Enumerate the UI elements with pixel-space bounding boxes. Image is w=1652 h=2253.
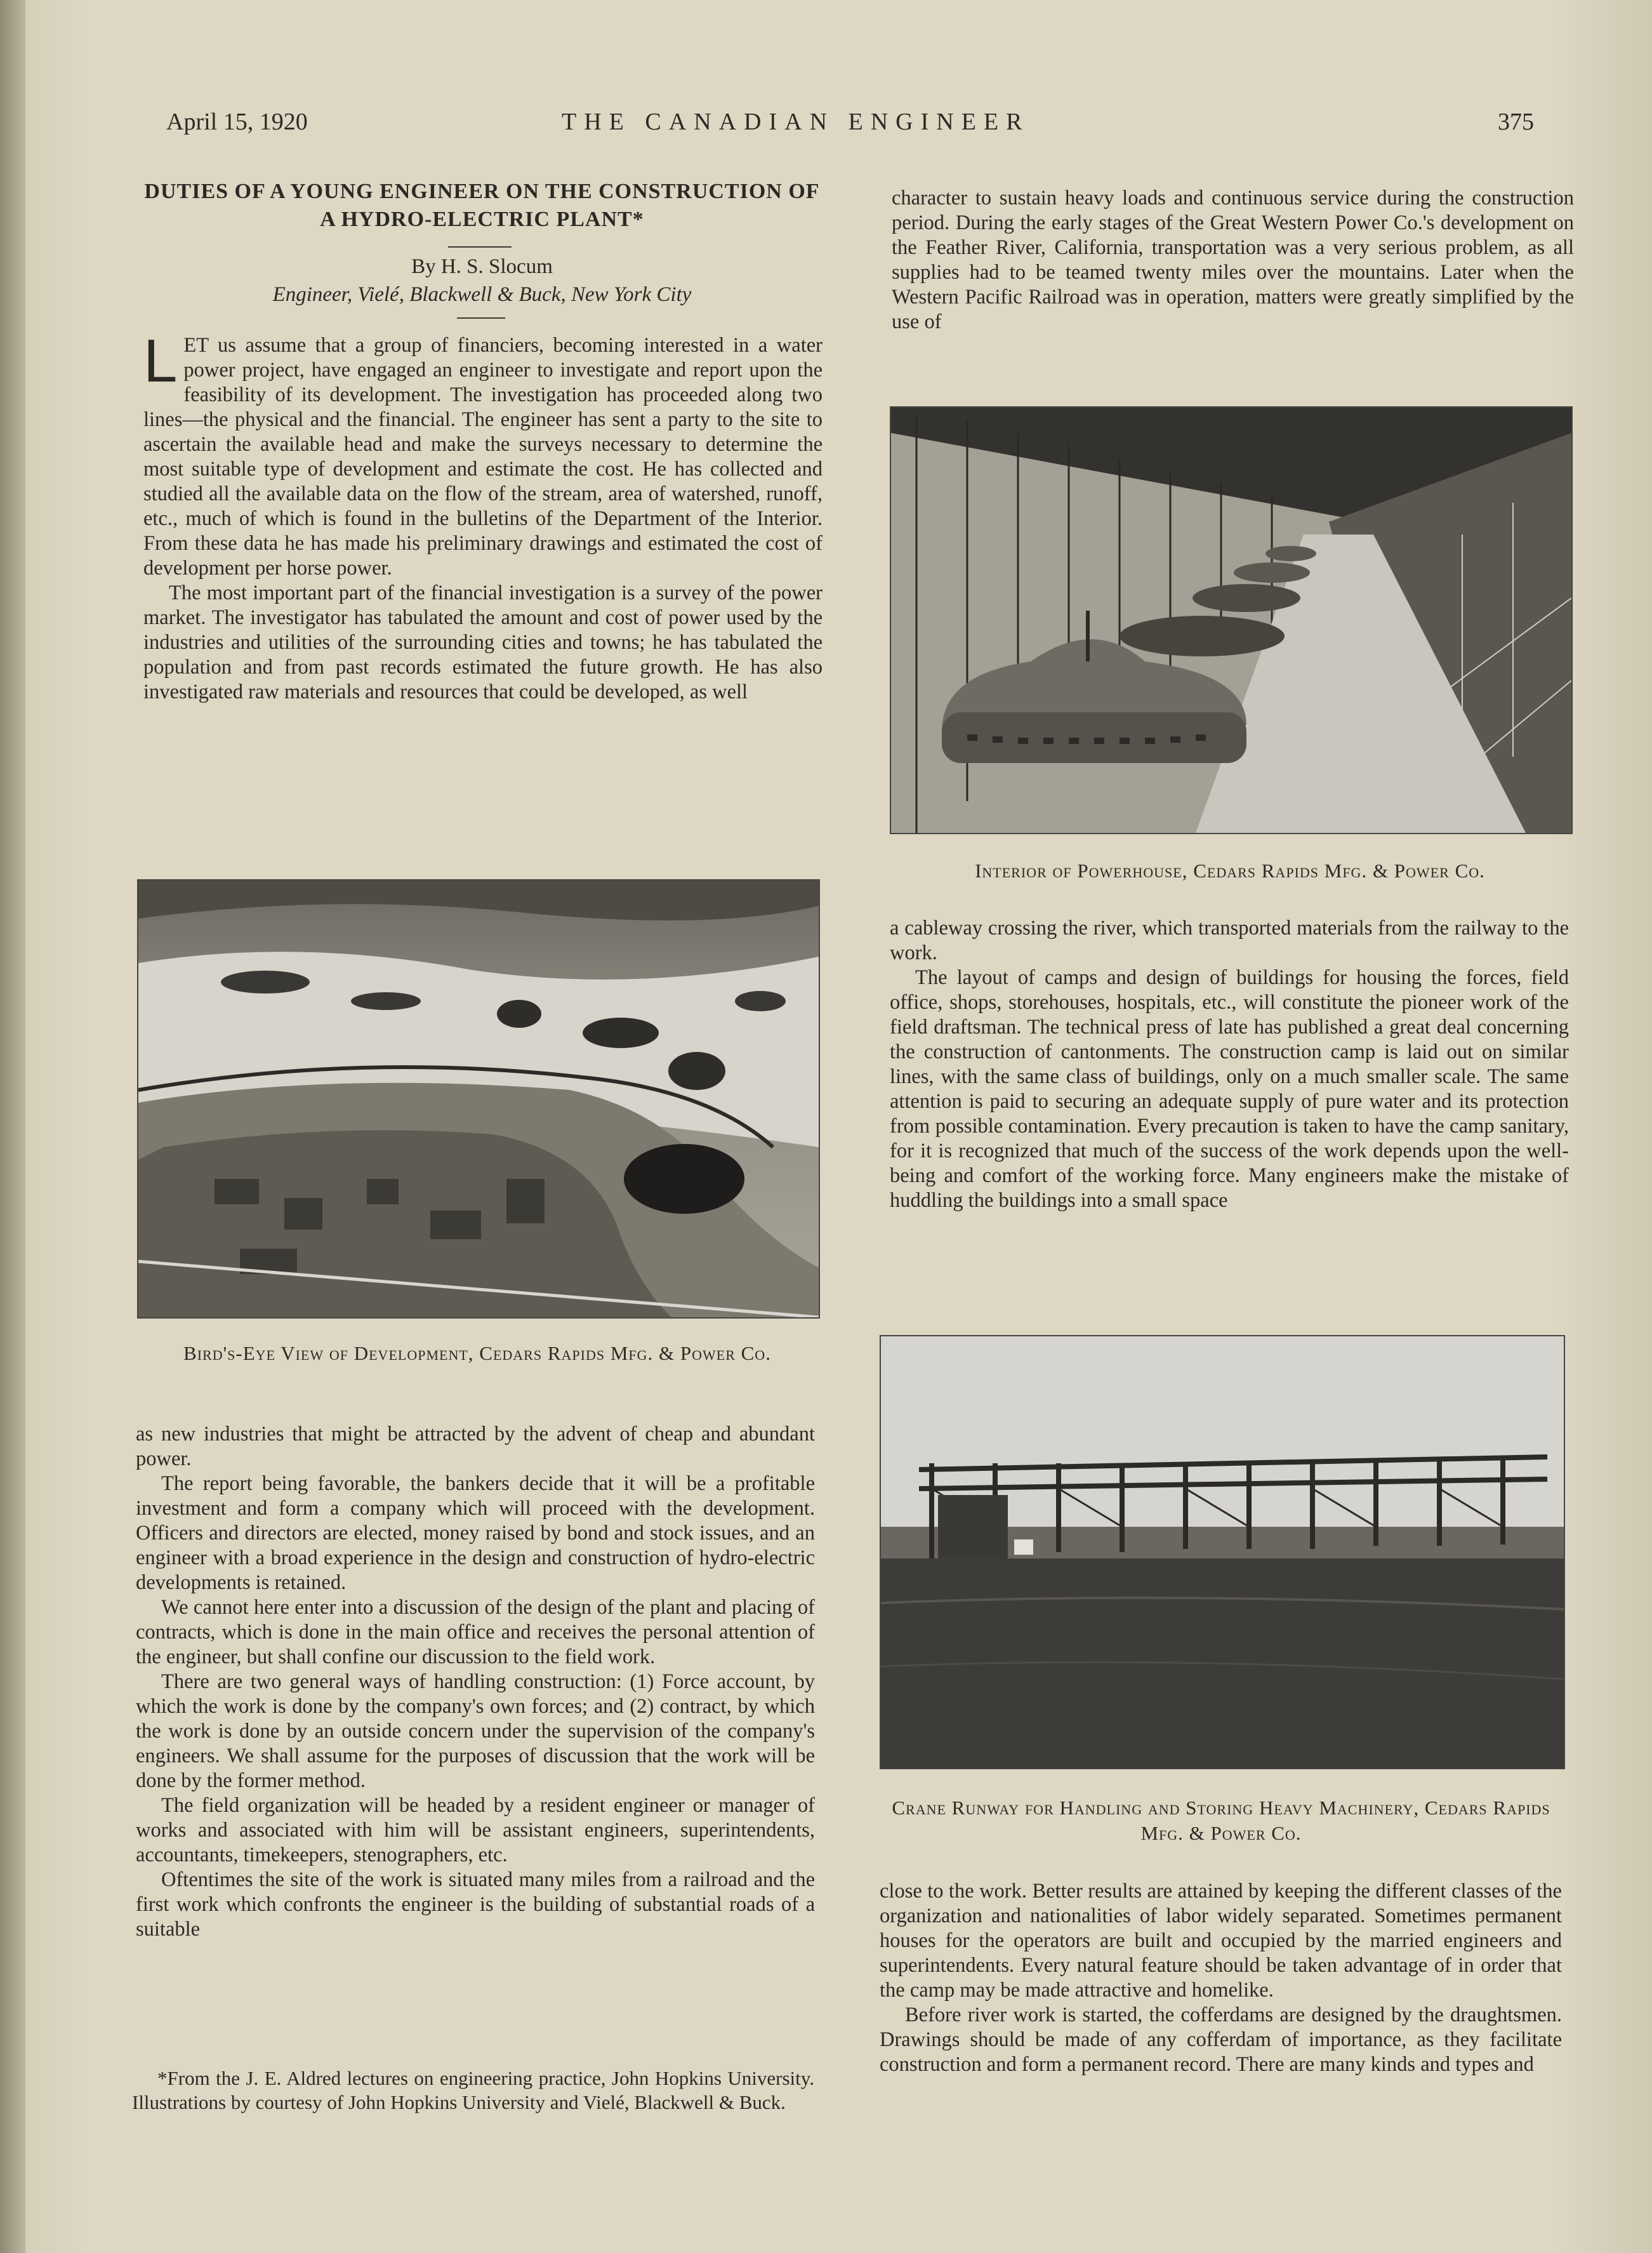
paragraph: The layout of camps and design of buildings for housing the forces, field office, shops, storehouses, hospitals, etc., will constitute the pioneer work of the field draftsman. The technical press of late has published a great deal concerning the construction of cantonments. The construction camp is laid out on similar lines, with the same class of buildings, only on a much smaller scale. The same attention is paid to securing an adequate supply of pure water and its protection from possible contamination. Every precaution is taken to have the camp sanitary, for it is recognized that much of the success of the work depends upon the well-being and comfort of the working force. Many engineers make the mistake of huddling the buildings into a small space: [890, 966, 1569, 1212]
right-column-bottom-text: [880, 1879, 1562, 2077]
byline-rule: [457, 317, 505, 319]
crane-runway-photo-illustration: [881, 1336, 1564, 1768]
article-title: DUTIES OF A YOUNG ENGINEER ON THE CONSTRUCTION OF A HYDRO-ELECTRIC PLANT*: [144, 180, 820, 231]
paragraph: close to the work. Better results are attained by keeping the different classes of the organization and nationalities of labor widely separated. Sometimes permanent houses for the operators are built and occupied by the married engineers and superintendents. Every natural feature should be taken advantage of in order that the camp may be made attractive and homelike.: [880, 1880, 1562, 2002]
left-column-bottom-text: [136, 1422, 815, 1942]
right-column-top-text: [892, 186, 1574, 335]
caption-powerhouse: Interior of Powerhouse, Cedars Rapids Mfg. & Power Co.: [975, 860, 1485, 882]
paragraph: The field organization will be headed by a resident engineer or manager of works and associated with him will be assistant engineers, superintendents, accountants, timekeepers, stenographers, etc.: [136, 1794, 815, 1866]
powerhouse-photo-illustration: [891, 408, 1571, 833]
crane-runway-photo: [880, 1335, 1565, 1769]
paragraph: Oftentimes the site of the work is situated many miles from a railroad and the first work which confronts the engineer is the building of substantial roads of a suitable: [136, 1868, 815, 1941]
paragraph: a cableway crossing the river, which transported materials from the railway to the work.: [890, 917, 1569, 964]
paragraph: We cannot here enter into a discussion of the design of the plant and placing of contracts, which is done in the main office and receives the personal attention of the engineer, but shall confine our discussion to the field work.: [136, 1596, 815, 1668]
drop-cap: L: [143, 327, 178, 395]
article-byline: By H. S. Slocum: [411, 255, 553, 278]
paragraph: character to sustain heavy loads and continuous service during the construction period. During the early stages of the Great Western Power Co.'s development on the Feather River, California, transportation was a very serious problem, as all supplies had to be teamed twenty miles over the mountains. Later when the Western Pacific Railroad was in operation, matters were greatly simplified by the use of: [892, 187, 1574, 333]
paragraph: as new industries that might be attracted by the advent of cheap and abundant power.: [136, 1423, 815, 1470]
header-journal-title: THE CANADIAN ENGINEER: [562, 109, 1030, 135]
header-page-number: 375: [1498, 109, 1534, 135]
article-affiliation: Engineer, Vielé, Blackwell & Buck, New York City: [272, 283, 692, 306]
lead-paragraph: LET us assume that a group of financiers, becoming interested in a water power project, have engaged an engineer to investigate and report upon the feasibility of its development. The investigation has proceeded along two lines—the physical and the financial. The engineer has sent a party to the site to ascertain the available head and make the surveys necessary to determine the most suitable type of development and estimate the cost. He has collected and studied all the available data on the flow of the stream, area of watershed, runoff, etc., much of which is found in the bulletins of the Department of the Interior. From these data he has made his preliminary drawings and estimated the cost of development per horse power.: [143, 327, 823, 580]
title-rule: [448, 246, 512, 248]
powerhouse-photo: [890, 406, 1573, 834]
caption-birds-eye: Bird's-Eye View of Development, Cedars Rapids Mfg. & Power Co.: [183, 1342, 771, 1364]
footnote-text: *From the J. E. Aldred lectures on engineering practice, John Hopkins University. Illustrations by courtesy of John Hopkins University and Vielé, Blackwell & Buck.: [132, 2067, 814, 2113]
caption-crane-runway: Crane Runway for Handling and Storing Heavy Machinery, Cedars Rapids Mfg. & Power Co.: [892, 1797, 1550, 1844]
birds-eye-photo: [137, 879, 820, 1319]
footnote: [132, 2066, 814, 2115]
paragraph: The most important part of the financial investigation is a survey of the power market. The investigator has tabulated the amount and cost of power used by the industries and utilities of the surrounding cities and towns; he has tabulated the population and from past records estimated the future growth. He has also investigated raw materials and resources that could be developed, as well: [143, 582, 823, 703]
paragraph: Before river work is started, the cofferdams are designed by the draughtsmen. Drawings should be made of any cofferdam of importance, as they facilitate construction and form a permanent record. There are many kinds and types and: [880, 2004, 1562, 2076]
header-date: April 15, 1920: [166, 109, 308, 135]
paragraph: There are two general ways of handling construction: (1) Force account, by which the work is done by the company's own forces; and (2) contract, by which the work is done by an outside concern under the supervision of the company's engineers. We shall assume for the purposes of discussion that the work will be done by the former method.: [136, 1670, 815, 1792]
left-column-top-text: [143, 327, 823, 705]
page-binding-edge: [0, 0, 25, 2253]
paragraph: The report being favorable, the bankers decide that it will be a profitable investment and form a company which will proceed with the development. Officers and directors are elected, money raised by bond and stock issues, and an engineer with a broad experience in the design and construction of hydro-electric developments is retained.: [136, 1472, 815, 1594]
birds-eye-photo-illustration: [138, 881, 819, 1317]
right-column-middle-text: [890, 916, 1569, 1213]
